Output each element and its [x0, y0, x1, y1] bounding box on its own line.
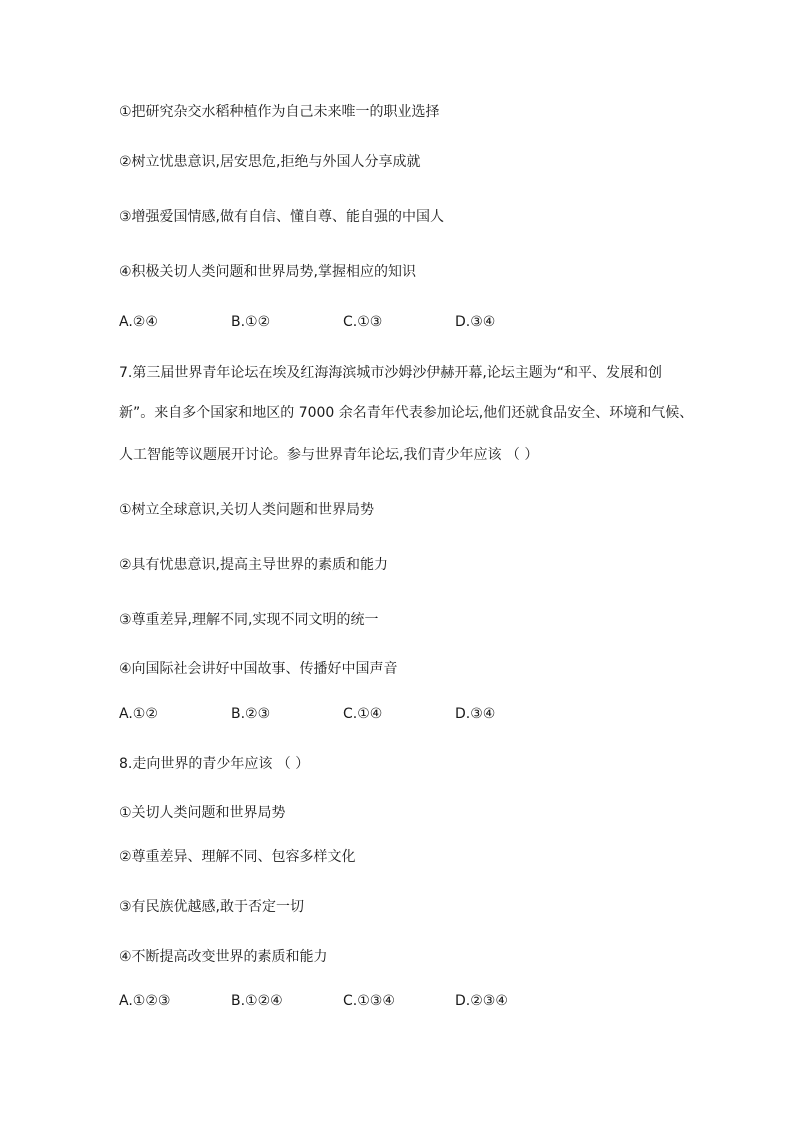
q7-option-b: B.②③ — [231, 706, 271, 722]
q7-stem-line-2: 新”。来自多个国家和地区的 7000 余名青年代表参加论坛,他们还就食品安全、环境和气候、 — [119, 405, 694, 421]
q7-item-4: ④向国际社会讲好中国故事、传播好中国声音 — [119, 661, 398, 677]
q6-item-1: ①把研究杂交水稻种植作为自己未来唯一的职业选择 — [119, 104, 440, 120]
q7-option-c: C.①④ — [343, 706, 383, 722]
q7-stem-line-3: 人工智能等议题展开讨论。参与世界青年论坛,我们青少年应该 （ ） — [119, 447, 539, 463]
q7-item-2: ②具有忧患意识,提高主导世界的素质和能力 — [119, 557, 388, 573]
q7-option-a: A.①② — [119, 706, 158, 722]
q8-option-b: B.①②④ — [231, 993, 283, 1009]
q6-option-a: A.②④ — [119, 314, 158, 330]
q8-option-a: A.①②③ — [119, 993, 171, 1009]
q7-item-3: ③尊重差异,理解不同,实现不同文明的统一 — [119, 612, 379, 628]
q7-option-d: D.③④ — [455, 706, 496, 722]
q8-item-1: ①关切人类问题和世界局势 — [119, 805, 286, 821]
q8-item-3: ③有民族优越感,敢于否定一切 — [119, 899, 305, 915]
q6-option-c: C.①③ — [343, 314, 383, 330]
q6-item-3: ③增强爱国情感,做有自信、懂自尊、能自强的中国人 — [119, 209, 444, 225]
q8-item-2: ②尊重差异、理解不同、包容多样文化 — [119, 849, 356, 865]
q8-item-4: ④不断提高改变世界的素质和能力 — [119, 949, 328, 965]
q6-option-b: B.①② — [231, 314, 271, 330]
q8-option-c: C.①③④ — [343, 993, 395, 1009]
q7-item-1: ①树立全球意识,关切人类问题和世界局势 — [119, 502, 374, 518]
q6-item-4: ④积极关切人类问题和世界局势,掌握相应的知识 — [119, 264, 416, 280]
q8-stem: 8.走向世界的青少年应该 （ ） — [119, 756, 310, 772]
q6-item-2: ②树立忧患意识,居安思危,拒绝与外国人分享成就 — [119, 154, 421, 170]
q7-stem-line-1: 7.第三届世界青年论坛在埃及红海海滨城市沙姆沙伊赫开幕,论坛主题为“和平、发展和创 — [119, 365, 663, 381]
q6-option-d: D.③④ — [455, 314, 496, 330]
q8-option-d: D.②③④ — [455, 993, 508, 1009]
